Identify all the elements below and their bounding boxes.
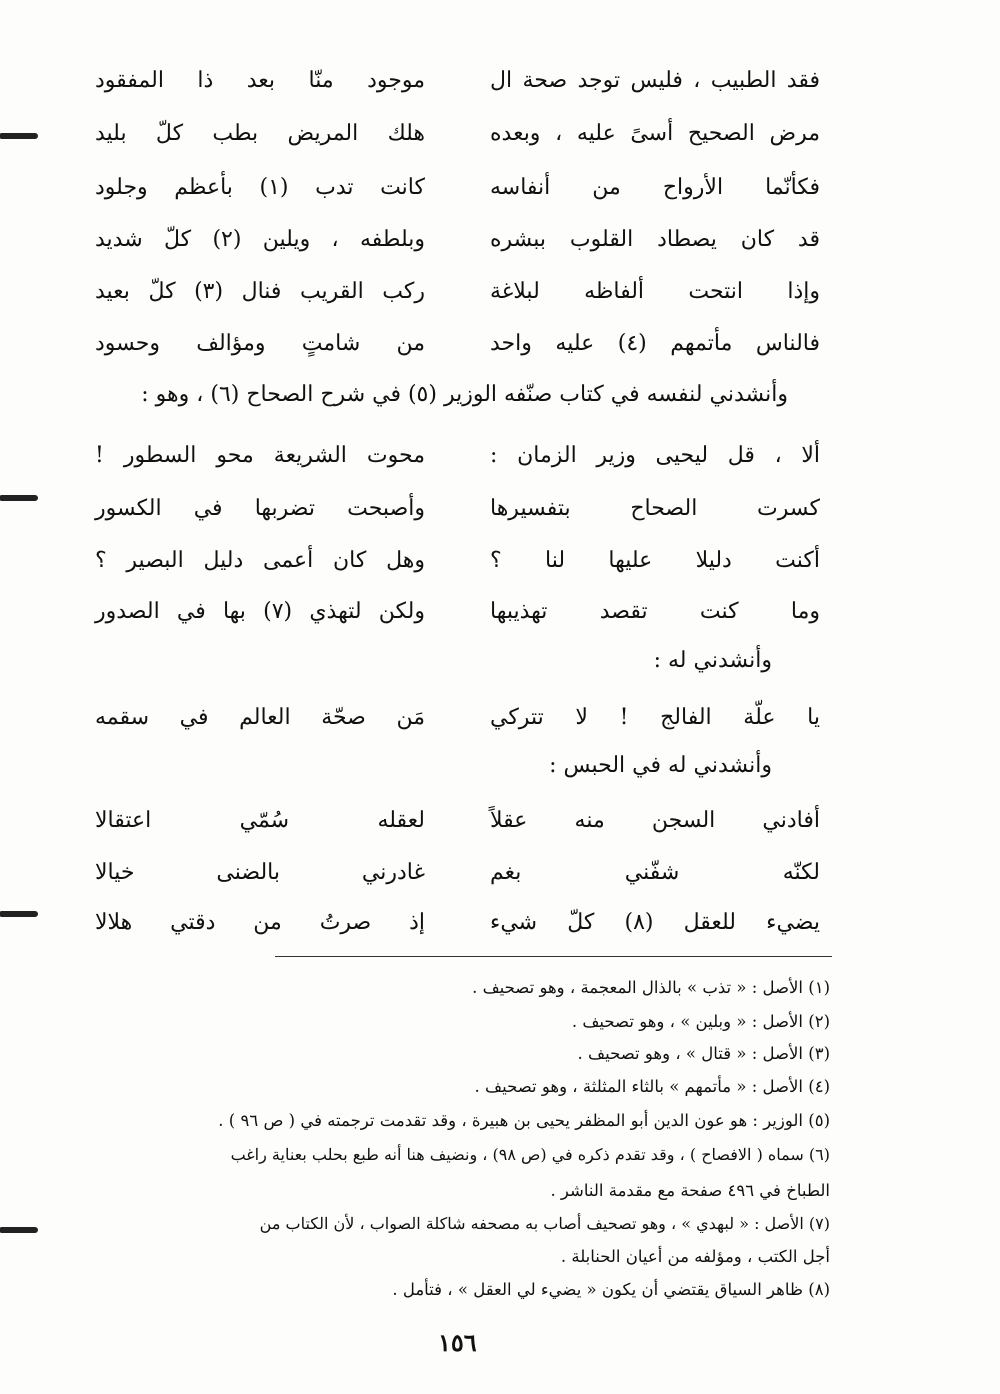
verse-first-hemistich: فكأنّما الأرواح من أنفاسه	[490, 174, 820, 200]
verse-second-hemistich: ولكن لتهذي (٧) بها في الصدور	[95, 598, 425, 624]
verse-first-hemistich: كسرت الصحاح بتفسيرها	[490, 495, 820, 521]
prose-intro: وأنشدني له في الحبس :	[549, 753, 772, 778]
verse-first-hemistich: فقد الطبيب ، فليس توجد صحة ال	[490, 67, 820, 93]
footnote: (٤) الأصل : « مأتمهم » بالثاء المثلثة ، وهو تصحيف .	[474, 1077, 830, 1096]
page-number: ١٥٦	[438, 1328, 477, 1357]
prose-intro: وأنشدني له :	[653, 648, 772, 673]
verse-line	[95, 694, 820, 740]
verse-line	[95, 216, 820, 262]
verse-first-hemistich: فالناس مأتمهم (٤) عليه واحد	[490, 330, 820, 356]
verse-second-hemistich: وأصبحت تضربها في الكسور	[95, 495, 425, 521]
footnote: (٦) سماه ( الافصاح ) ، وقد تقدم ذكره في (ص ٩٨) ، ونضيف هنا أنه طبع بحلب بعناية راغب	[230, 1145, 830, 1164]
verse-line	[95, 320, 820, 366]
verse-second-hemistich: مَن صحّة العالم في سقمه	[95, 704, 425, 730]
verse-second-hemistich: لعقله سُمّي اعتقالا	[95, 807, 425, 833]
verse-first-hemistich: وإذا انتحت ألفاظه لبلاغة	[490, 278, 820, 304]
verse-line	[95, 485, 820, 531]
verse-second-hemistich: وبلطفه ، ويلين (٢) كلّ شديد	[95, 226, 425, 252]
verse-line	[95, 588, 820, 634]
footnote: (٧) الأصل : « لبهدي » ، وهو تصحيف أصاب به مصحفه شاكلة الصواب ، لأن الكتاب من	[259, 1214, 830, 1233]
verse-second-hemistich: هلك المريض بطب كلّ بليد	[95, 120, 425, 146]
footnote: (٨) ظاهر السياق يقتضي أن يكون « يضيء لي العقل » ، فتأمل .	[392, 1280, 830, 1299]
margin-mark	[0, 495, 38, 501]
verse-second-hemistich: محوت الشريعة محو السطور !	[95, 442, 425, 468]
verse-second-hemistich: إذ صرتُ من دقتي هلالا	[95, 909, 425, 935]
verse-line	[95, 537, 820, 583]
verse-first-hemistich: أكنت دليلا عليها لنا ؟	[490, 547, 820, 573]
footnote-continuation: أجل الكتب ، ومؤلفه من أعيان الحنابلة .	[560, 1247, 830, 1266]
verse-line	[95, 164, 820, 210]
footnote-continuation: الطباخ في ٤٩٦ صفحة مع مقدمة الناشر .	[550, 1181, 830, 1200]
footnote: (٢) الأصل : « وبلين » ، وهو تصحيف .	[571, 1012, 830, 1031]
footnote: (٣) الأصل : « قتال » ، وهو تصحيف .	[577, 1044, 830, 1063]
verse-line	[95, 432, 820, 478]
margin-mark	[0, 133, 38, 139]
verse-first-hemistich: يا علّة الفالج ! لا تتركي	[490, 704, 820, 730]
verse-second-hemistich: وهل كان أعمى دليل البصير ؟	[95, 547, 425, 573]
verse-second-hemistich: ركب القريب فنال (٣) كلّ بعيد	[95, 278, 425, 304]
verse-second-hemistich: كانت تدب (١) بأعظم وجلود	[95, 174, 425, 200]
verse-first-hemistich: أفادني السجن منه عقلاً	[490, 807, 820, 833]
verse-line	[95, 57, 820, 103]
footnote: (١) الأصل : « تذب » بالذال المعجمة ، وهو تصحيف .	[472, 978, 830, 997]
verse-line	[95, 849, 820, 895]
footnote-divider	[275, 956, 832, 957]
footnote: (٥) الوزير : هو عون الدين أبو المظفر يحيى بن هبيرة ، وقد تقدمت ترجمته في ( ص ٩٦ ) .	[218, 1111, 830, 1130]
margin-mark	[0, 1227, 38, 1233]
margin-mark	[0, 911, 38, 917]
verse-first-hemistich: مرض الصحيح أسىً عليه ، وبعده	[490, 120, 820, 146]
verse-line	[95, 797, 820, 843]
verse-first-hemistich: قد كان يصطاد القلوب ببشره	[490, 226, 820, 252]
verse-first-hemistich: وما كنت تقصد تهذيبها	[490, 598, 820, 624]
verse-second-hemistich: غادرني بالضنى خيالا	[95, 859, 425, 885]
verse-first-hemistich: لكنّه شفّني بغم	[490, 859, 820, 885]
verse-line	[95, 899, 820, 945]
verse-line	[95, 268, 820, 314]
verse-line	[95, 110, 820, 156]
verse-second-hemistich: من شامتٍ ومؤالف وحسود	[95, 330, 425, 356]
verse-second-hemistich: موجود منّا بعد ذا المفقود	[95, 67, 425, 93]
verse-first-hemistich: ألا ، قل ليحيى وزير الزمان :	[490, 442, 820, 468]
verse-first-hemistich: يضيء للعقل (٨) كلّ شيء	[490, 909, 820, 935]
prose-intro: وأنشدني لنفسه في كتاب صنّفه الوزير (٥) في شرح الصحاح (٦) ، وهو :	[141, 382, 788, 407]
